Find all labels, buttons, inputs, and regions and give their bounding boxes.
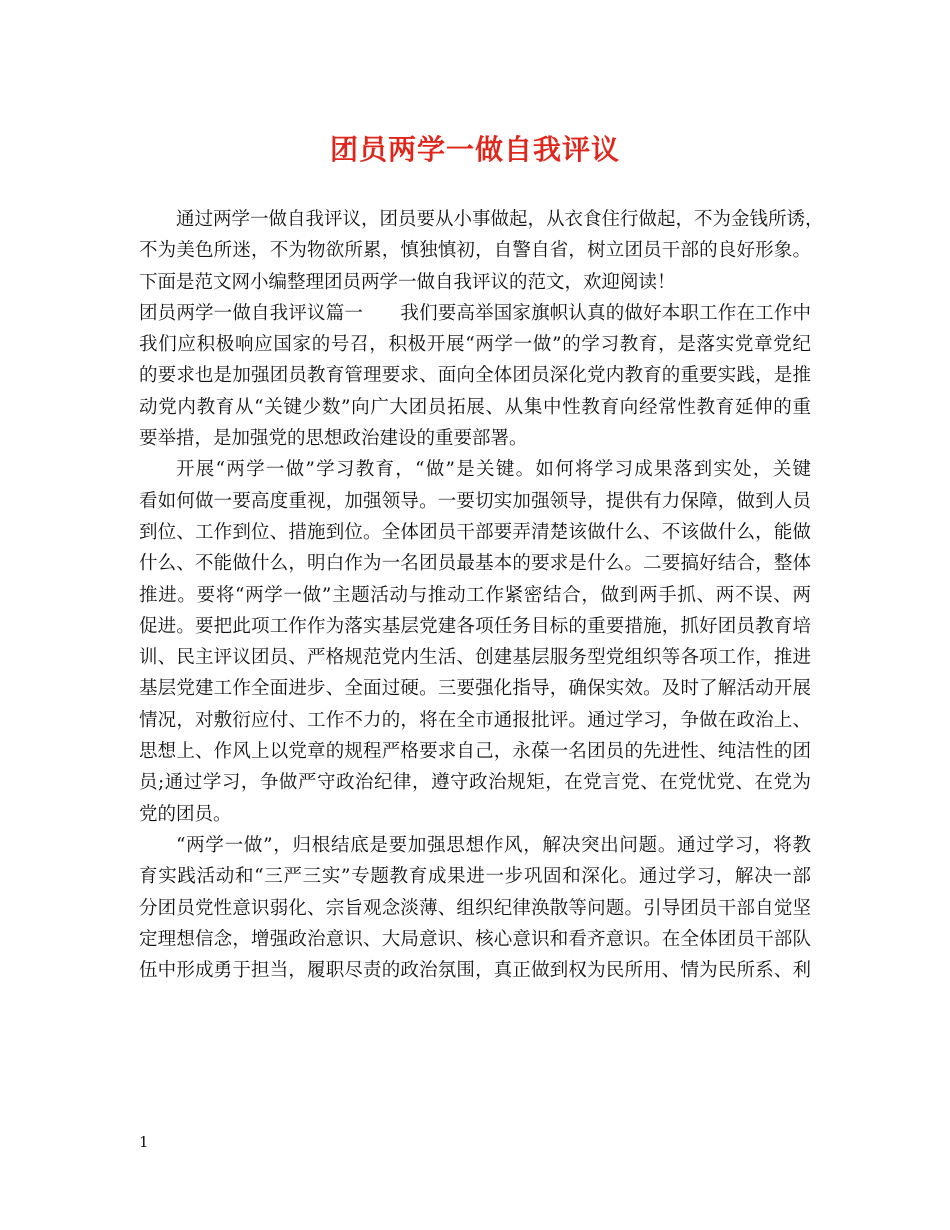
text-line: 党的团员。 <box>139 803 232 825</box>
text-line: 看如何做一要高度重视，加强领导。一要切实加强领导，提供有力保障，做到人员 <box>139 490 811 512</box>
text-line: 的要求也是加强团员教育管理要求、面向全体团员深化党内教育的重要实践，是推 <box>139 365 811 387</box>
text-line: 开展“两学一做”学习教育，“做”是关键。如何将学习成果落到实处，关键 <box>176 459 811 481</box>
text-line: 我们应积极响应国家的号召，积极开展“两学一做”的学习教育，是落实党章党纪 <box>139 334 811 356</box>
page-number: 1 <box>139 1133 149 1151</box>
document-title: 团员两学一做自我评议 <box>329 133 620 166</box>
text-line: 要举措，是加强党的思想政治建设的重要部署。 <box>139 428 528 450</box>
text-line: “两学一做”，归根结底是要加强思想作风，解决突出问题。通过学习，将教 <box>176 834 811 856</box>
text-line: 促进。要把此项工作作为落实基层党建各项任务目标的重要措施，抓好团员教育培 <box>139 615 811 637</box>
text-line: 思想上、作风上以党章的规程严格要求自己，永葆一名团员的先进性、纯洁性的团 <box>139 741 811 763</box>
text-line: 推进。要将“两学一做”主题活动与推动工作紧密结合，做到两手抓、两不误、两 <box>139 584 811 606</box>
text-line: 训、民主评议团员、严格规范党内生活、创建基层服务型党组织等各项工作，推进 <box>139 647 811 669</box>
text-line: 育实践活动和“三严三实”专题教育成果进一步巩固和深化。通过学习，解决一部 <box>139 866 811 888</box>
text-line: 团员两学一做自我评议篇一 我们要高举国家旗帜认真的做好本职工作在工作中 <box>139 302 811 324</box>
text-line: 不为美色所迷，不为物欲所累，慎独慎初，自警自省，树立团员干部的良好形象。 <box>139 240 811 262</box>
text-line: 下面是范文网小编整理团员两学一做自我评议的范文，欢迎阅读！ <box>139 271 676 293</box>
text-line: 定理想信念，增强政治意识、大局意识、核心意识和看齐意识。在全体团员干部队 <box>139 928 811 950</box>
document-body <box>139 204 824 986</box>
text-line: 员;通过学习，争做严守政治纪律，遵守政治规矩，在党言党、在党忧党、在党为 <box>139 772 811 794</box>
text-line: 到位、工作到位、措施到位。全体团员干部要弄清楚该做什么、不该做什么，能做 <box>139 521 811 543</box>
text-line: 情况，对敷衍应付、工作不力的，将在全市通报批评。通过学习，争做在政治上、 <box>139 709 811 731</box>
text-line: 什么、不能做什么，明白作为一名团员最基本的要求是什么。二要搞好结合，整体 <box>139 553 811 575</box>
text-line: 动党内教育从“关键少数”向广大团员拓展、从集中性教育向经常性教育延伸的重 <box>139 396 811 418</box>
text-line: 分团员党性意识弱化、宗旨观念淡薄、组织纪律涣散等问题。引导团员干部自觉坚 <box>139 897 811 919</box>
text-line: 基层党建工作全面进步、全面过硬。三要强化指导，确保实效。及时了解活动开展 <box>139 678 811 700</box>
text-line: 伍中形成勇于担当，履职尽责的政治氛围，真正做到权为民所用、情为民所系、利 <box>139 960 811 982</box>
text-line: 通过两学一做自我评议，团员要从小事做起，从衣食住行做起，不为金钱所诱， <box>176 209 824 230</box>
